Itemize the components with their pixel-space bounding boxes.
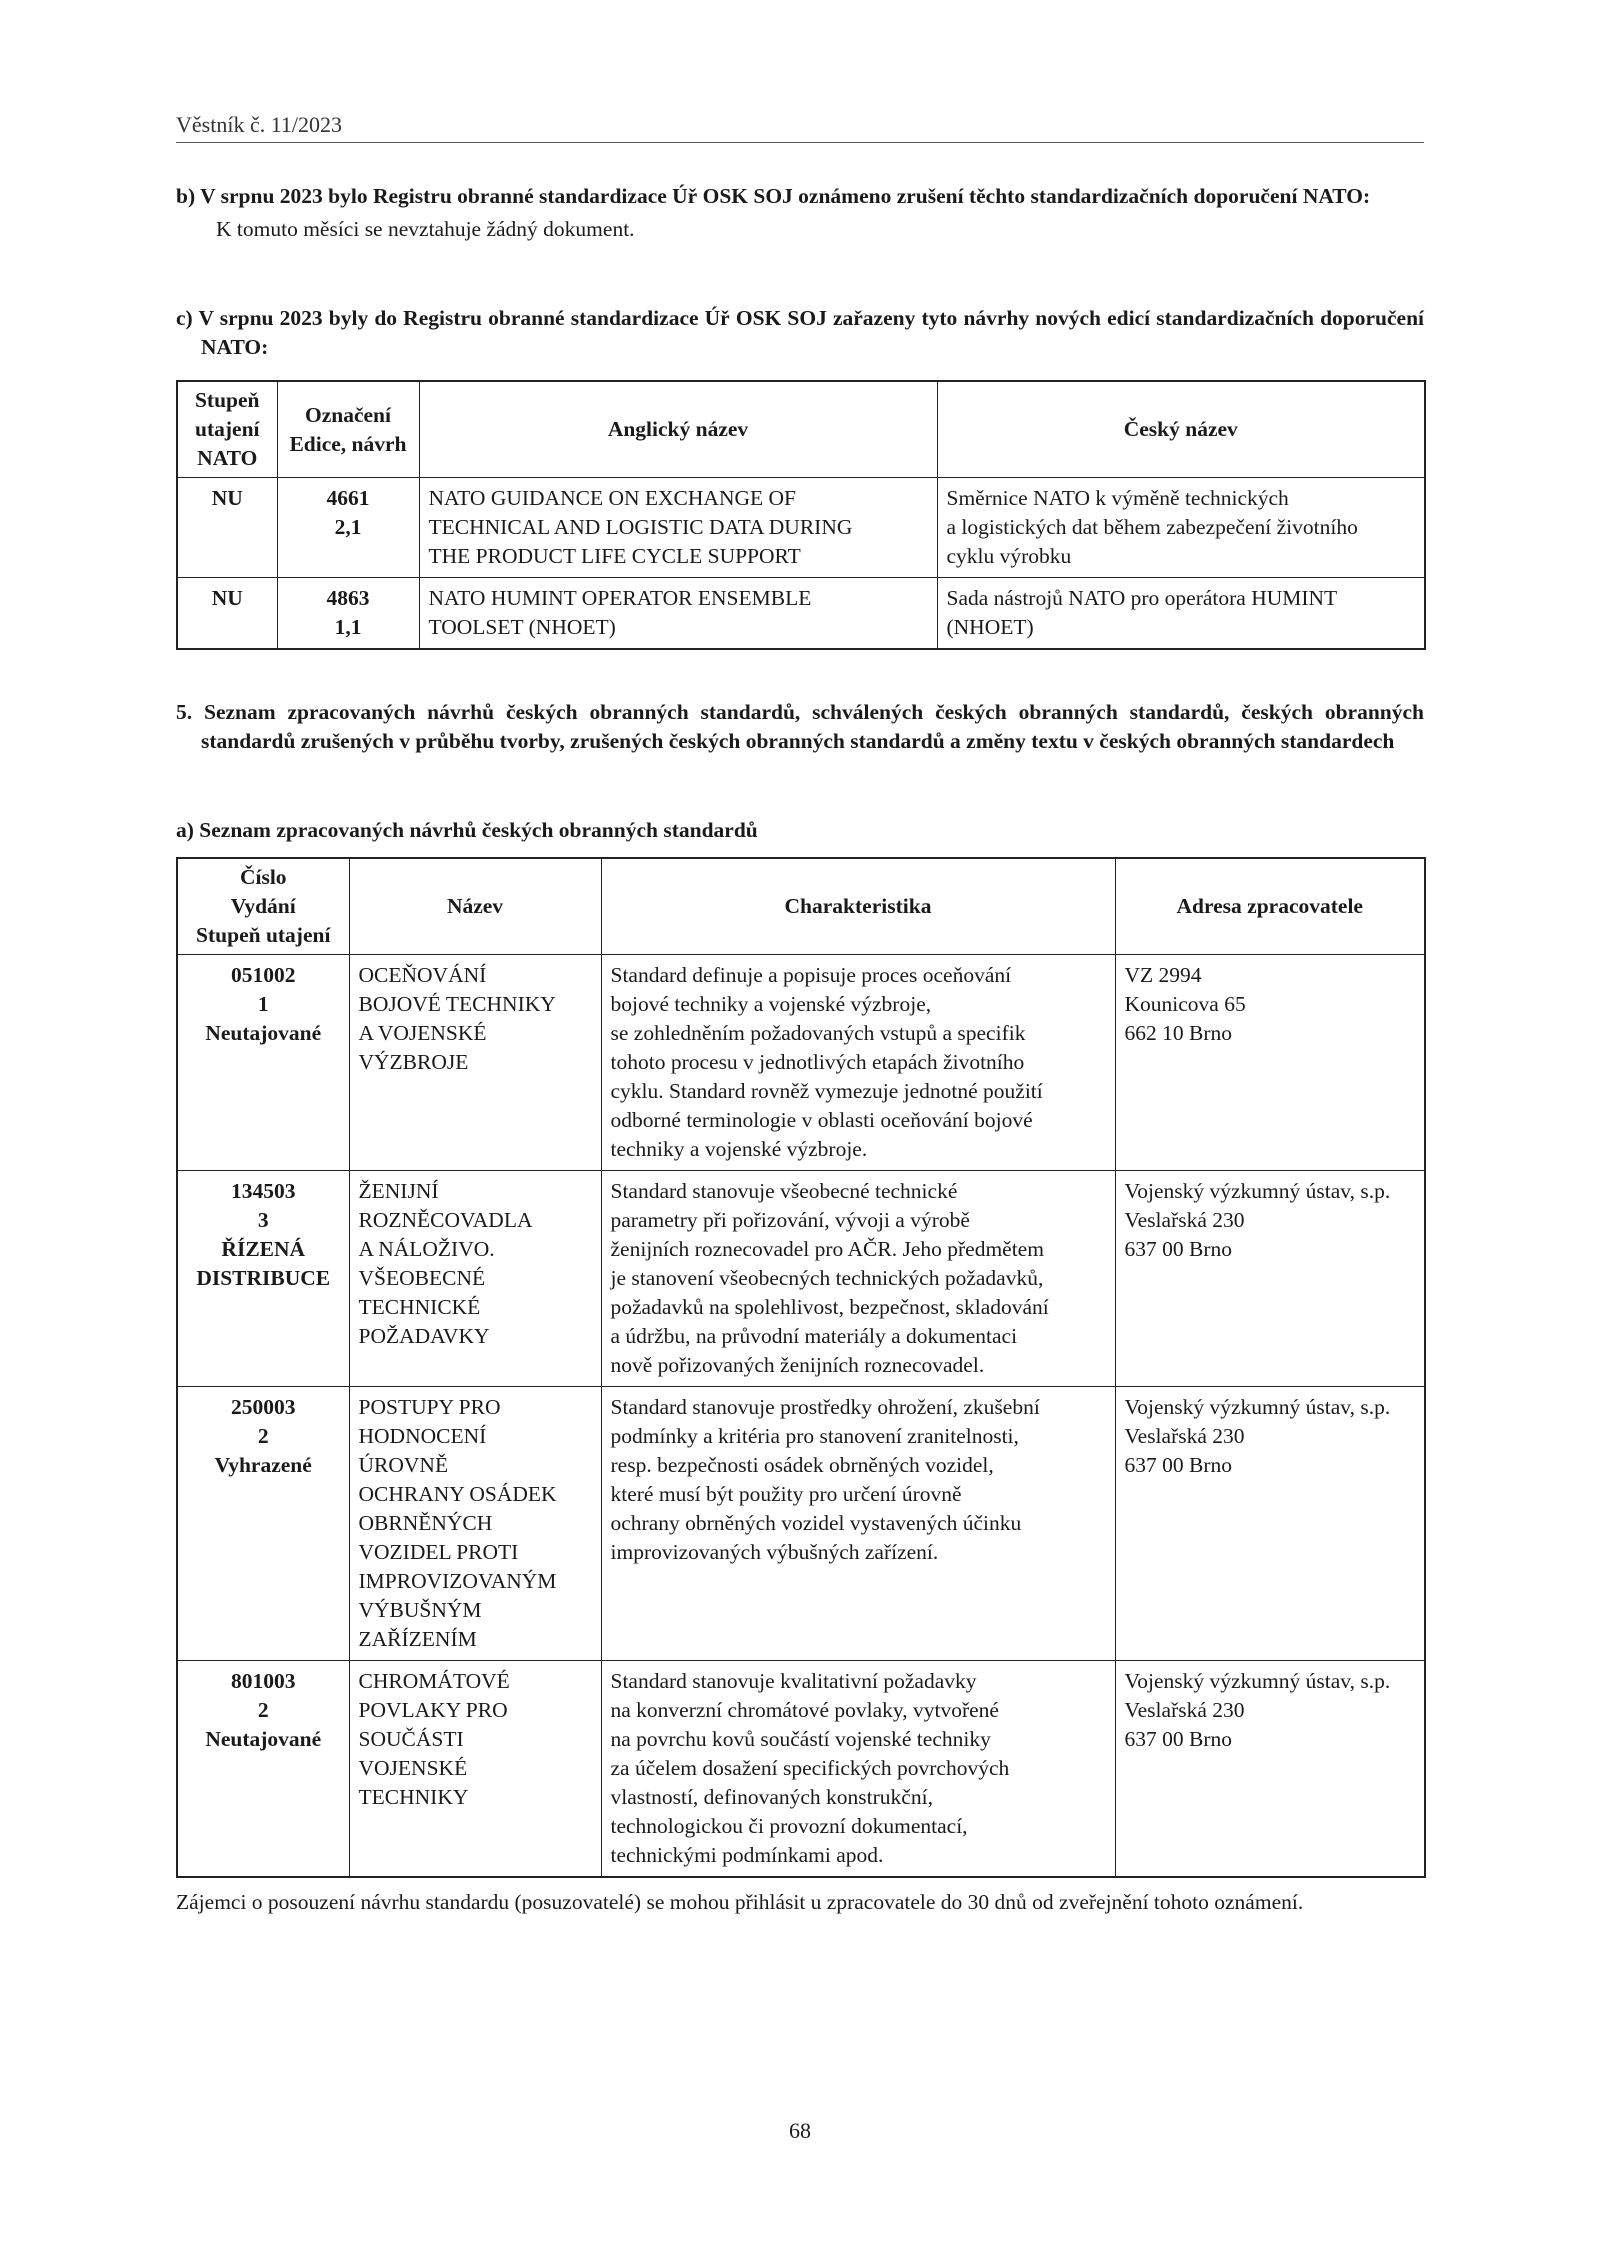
cell-czech-title: Sada nástrojů NATO pro operátora HUMINT (NHOET)	[937, 578, 1425, 650]
col-header-characteristics: Charakteristika	[601, 858, 1115, 955]
cell-address: Vojenský výzkumný ústav, s.p. Veslařská 230 637 00 Brno	[1115, 1387, 1425, 1661]
cell-designation: 4661 2,1	[277, 478, 419, 578]
table-row	[177, 1661, 1425, 1878]
cell-title: CHROMÁTOVÉ POVLAKY PRO SOUČÁSTI VOJENSKÉ TECHNIKY	[349, 1661, 601, 1878]
cell-number: 250003 2 Vyhrazené	[177, 1387, 349, 1661]
cell-english-title: NATO GUIDANCE ON EXCHANGE OF TECHNICAL AND LOGISTIC DATA DURING THE PRODUCT LIFE CYCLE SUPPORT	[419, 478, 937, 578]
col-header-number: Číslo Vydání Stupeň utajení	[177, 858, 349, 955]
section-c	[176, 304, 1424, 362]
cell-english-title: NATO HUMINT OPERATOR ENSEMBLE TOOLSET (NHOET)	[419, 578, 937, 650]
cell-characteristics: Standard stanovuje všeobecné technické parametry při pořizování, vývoji a výrobě ženijních roznecovadel pro AČR. Jeho předmětem je stanovení všeobecných technických požadavků, požadavků na spolehlivost, bezpečnost, skladování a údržbu, na průvodní materiály a dokumentaci nově pořizovaných ženijních roznecovadel.	[601, 1171, 1115, 1387]
section-b-note: K tomuto měsíci se nevztahuje žádný dokument.	[216, 217, 635, 241]
col-header-designation: Označení Edice, návrh	[277, 381, 419, 478]
journal-header: Věstník č. 11/2023	[176, 112, 1424, 143]
cell-title: POSTUPY PRO HODNOCENÍ ÚROVNĚ OCHRANY OSÁDEK OBRNĚNÝCH VOZIDEL PROTI IMPROVIZOVANÝM VÝBUŠNÝM ZAŘÍZENÍM	[349, 1387, 601, 1661]
table-row	[177, 478, 1425, 578]
col-header-processor-address: Adresa zpracovatele	[1115, 858, 1425, 955]
page-number: 68	[789, 2118, 811, 2143]
section-c-heading: c) V srpnu 2023 byly do Registru obranné standardizace Úř OSK SOJ zařazeny tyto návrhy nových edicí standardizačních doporučení NATO:	[176, 306, 1424, 359]
section-5a	[176, 816, 1424, 845]
cell-characteristics: Standard stanovuje prostředky ohrožení, zkušební podmínky a kritéria pro stanovení zranitelnosti, resp. bezpečnosti osádek obrněných vozidel, které musí být použity pro určení úrovně ochrany obrněných vozidel vystavených účinku improvizovaných výbušných zařízení.	[601, 1387, 1115, 1661]
cell-classification: NU	[177, 478, 277, 578]
section-b	[176, 182, 1424, 244]
cell-number: 801003 2 Neutajované	[177, 1661, 349, 1878]
section-b-heading: b) V srpnu 2023 bylo Registru obranné standardizace Úř OSK SOJ oznámeno zrušení těchto standardizačních doporučení NATO:	[176, 184, 1371, 208]
table-header-row	[177, 381, 1425, 478]
cell-number: 051002 1 Neutajované	[177, 955, 349, 1171]
review-note: Zájemci o posouzení návrhu standardu (posuzovatelé) se mohou přihlásit u zpracovatele do 30 dnů od zveřejnění tohoto oznámení.	[176, 1890, 1304, 1914]
cell-title: ŽENIJNÍ ROZNĚCOVADLA A NÁLOŽIVO. VŠEOBECNÉ TECHNICKÉ POŽADAVKY	[349, 1171, 601, 1387]
cell-characteristics: Standard definuje a popisuje proces oceňování bojové techniky a vojenské výzbroje, se zohledněním požadovaných vstupů a specifik tohoto procesu v jednotlivých etapách životního cyklu. Standard rovněž vymezuje jednotné použití odborné terminologie v oblasti oceňování bojové techniky a vojenské výzbroje.	[601, 955, 1115, 1171]
cell-designation: 4863 1,1	[277, 578, 419, 650]
cell-characteristics: Standard stanovuje kvalitativní požadavky na konverzní chromátové povlaky, vytvořené na povrchu kovů součástí vojenské techniky za účelem dosažení specifických povrchových vlastností, definovaných konstrukční, technologickou či provozní dokumentací, technickými podmínkami apod.	[601, 1661, 1115, 1878]
section-5a-heading: a) Seznam zpracovaných návrhů českých obranných standardů	[176, 818, 758, 842]
section-5	[176, 698, 1424, 756]
czech-standards-table	[176, 857, 1426, 1878]
cell-address: Vojenský výzkumný ústav, s.p. Veslařská 230 637 00 Brno	[1115, 1171, 1425, 1387]
col-header-czech-title: Český název	[937, 381, 1425, 478]
table-row	[177, 955, 1425, 1171]
cell-address: VZ 2994 Kounicova 65 662 10 Brno	[1115, 955, 1425, 1171]
cell-classification: NU	[177, 578, 277, 650]
cell-czech-title: Směrnice NATO k výměně technických a logistických dat během zabezpečení životního cyklu výrobku	[937, 478, 1425, 578]
section-5-heading: 5. Seznam zpracovaných návrhů českých obranných standardů, schválených českých obranných standardů, českých obranných standardů zrušených v průběhu tvorby, zrušených českých obranných standardů a změny textu v českých obranných standardech	[176, 700, 1424, 753]
table-row	[177, 1387, 1425, 1661]
table-header-row	[177, 858, 1425, 955]
col-header-english-title: Anglický název	[419, 381, 937, 478]
cell-title: OCEŇOVÁNÍ BOJOVÉ TECHNIKY A VOJENSKÉ VÝZBROJE	[349, 955, 601, 1171]
table-row	[177, 578, 1425, 650]
nato-drafts-table	[176, 380, 1426, 650]
table-row	[177, 1171, 1425, 1387]
col-header-classification: Stupeň utajení NATO	[177, 381, 277, 478]
cell-address: Vojenský výzkumný ústav, s.p. Veslařská 230 637 00 Brno	[1115, 1661, 1425, 1878]
cell-number: 134503 3 ŘÍZENÁ DISTRIBUCE	[177, 1171, 349, 1387]
col-header-title: Název	[349, 858, 601, 955]
